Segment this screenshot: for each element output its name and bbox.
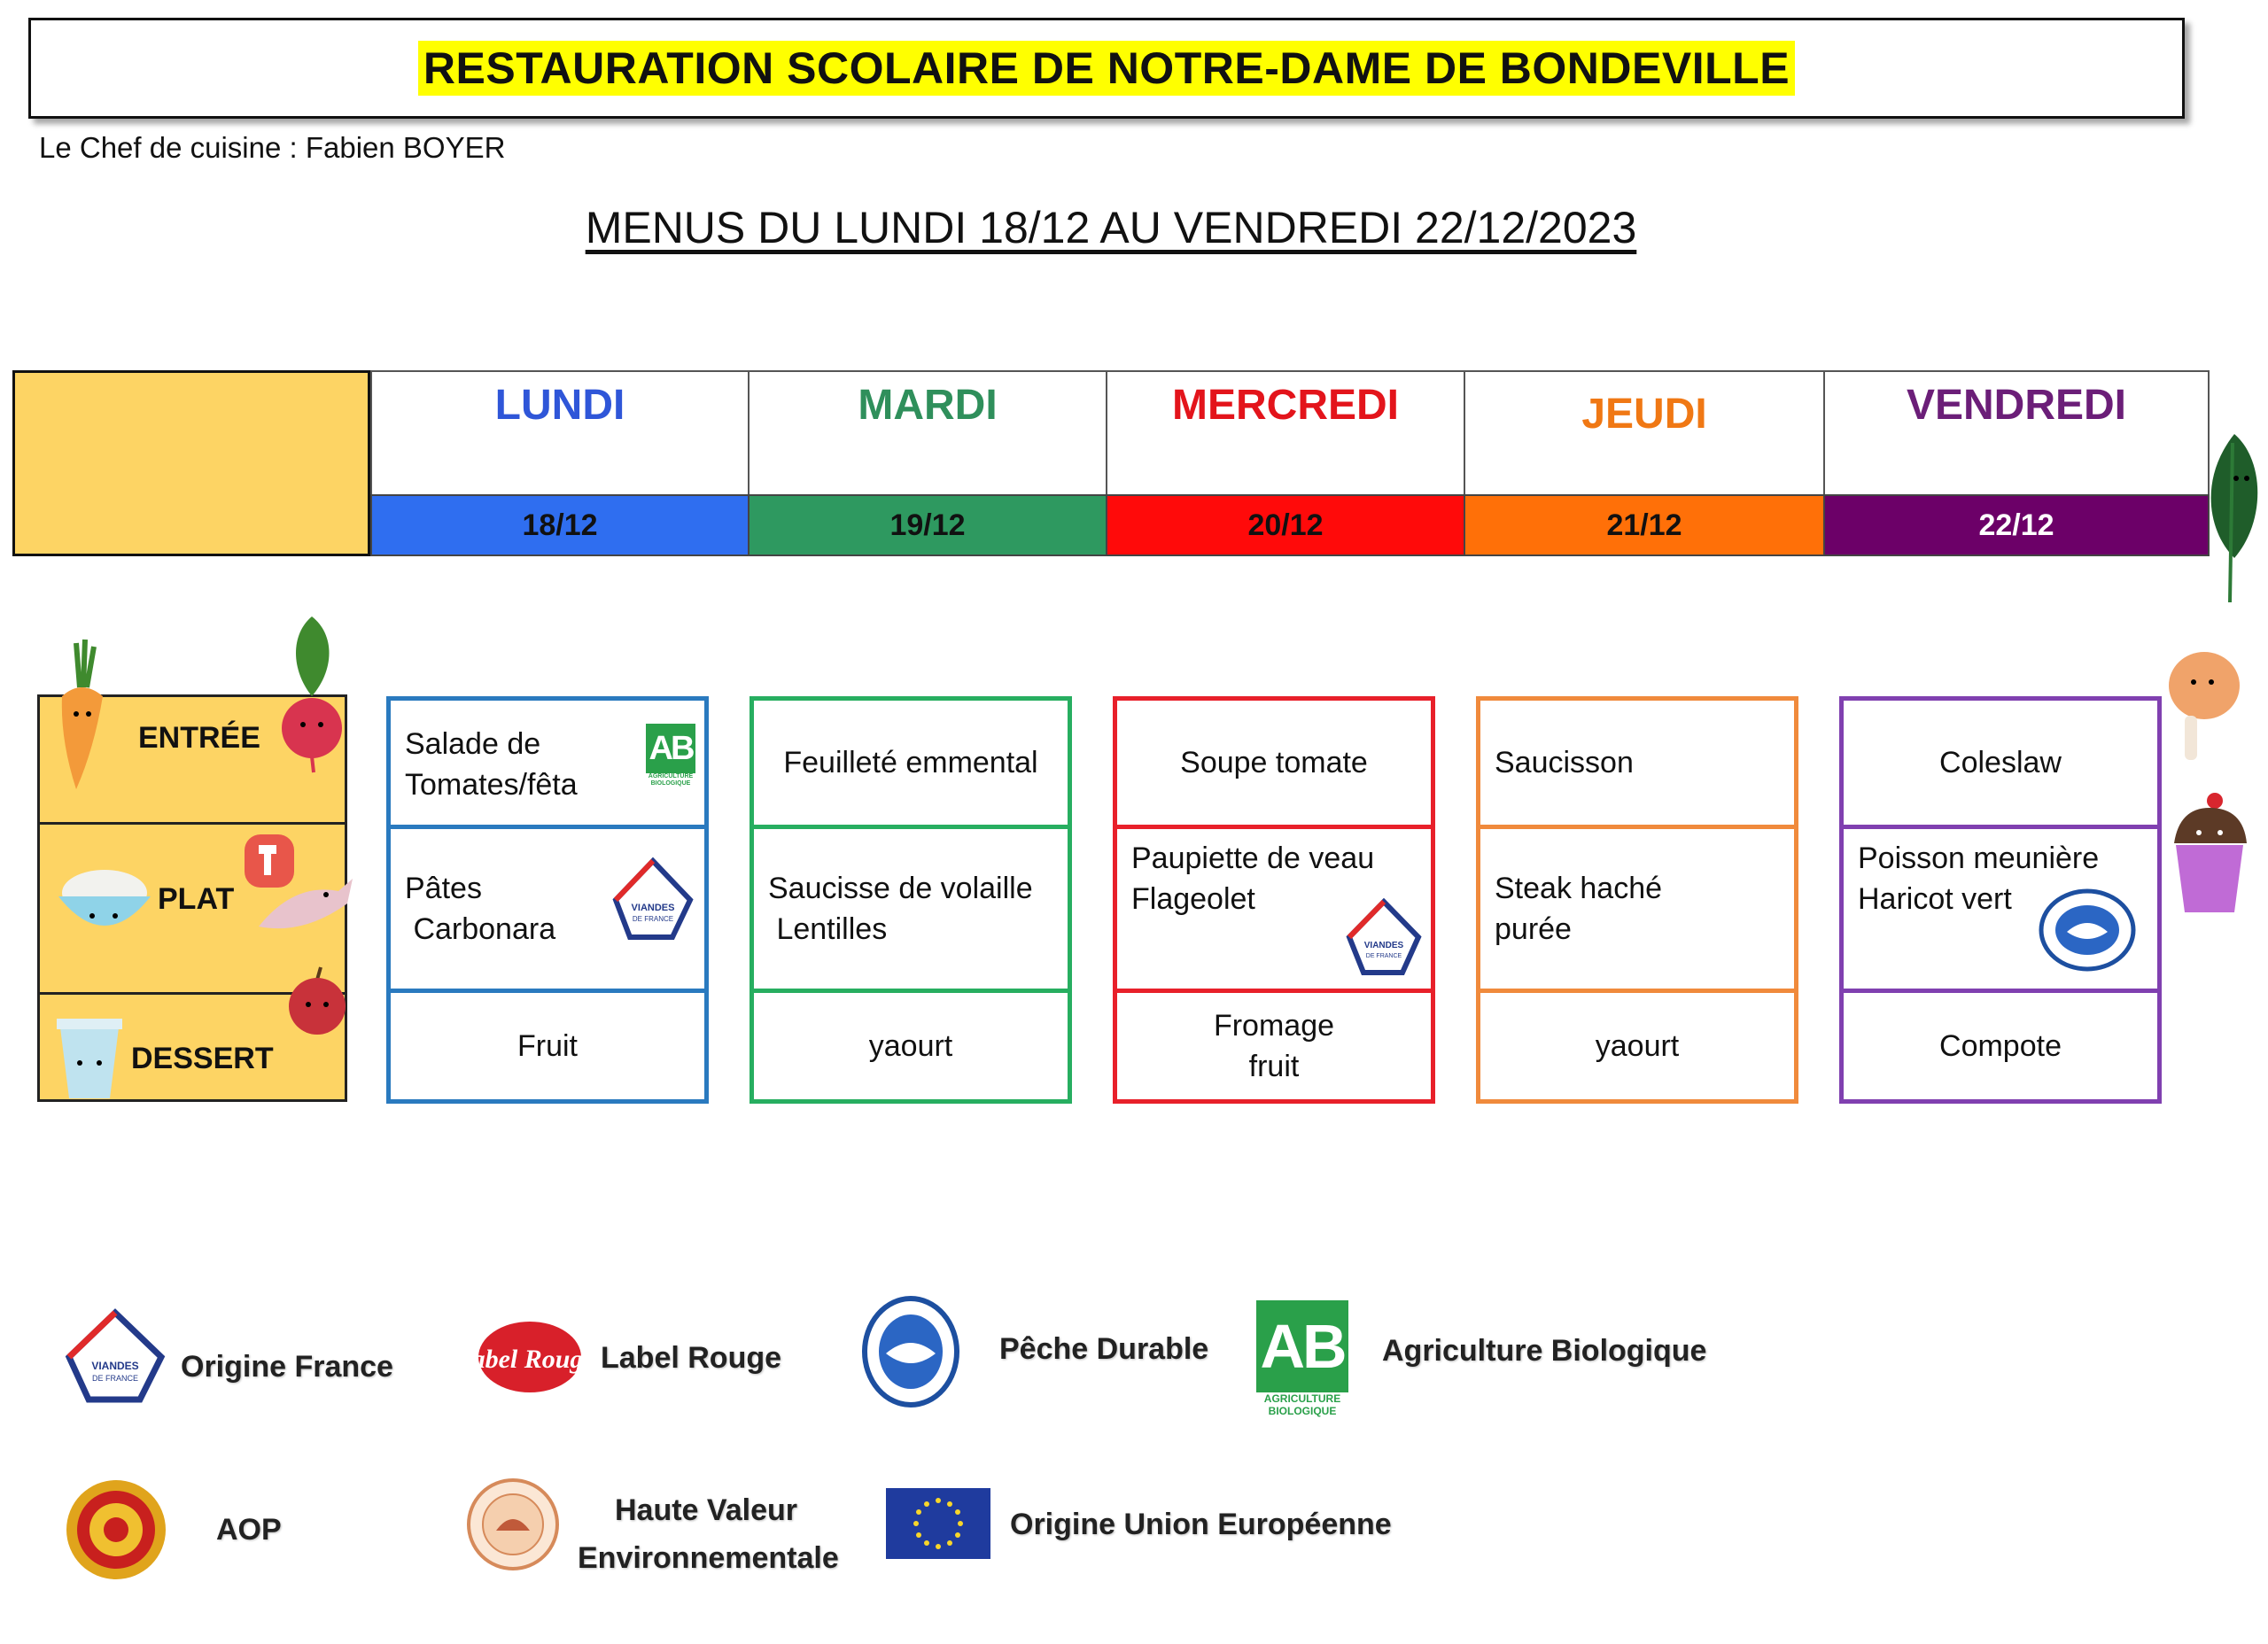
- category-plat: PLAT: [158, 882, 235, 916]
- header-corner-cell: [12, 370, 370, 556]
- mercredi-plat: [1117, 829, 1431, 989]
- mercredi-plat-line: Flageolet: [1131, 882, 1255, 916]
- vendredi-entree: Coleslaw: [1939, 746, 2062, 779]
- legend-hve-line2: Environnementale: [578, 1541, 839, 1575]
- label-rouge-icon: [464, 1314, 595, 1400]
- svg-text:VIANDES: VIANDES: [631, 903, 675, 913]
- lundi-plat-line: Carbonara: [405, 912, 556, 946]
- jeudi-dessert: yaourt: [1595, 1029, 1680, 1063]
- jeudi-entree: Saucisson: [1495, 746, 1634, 779]
- radish-icon: [273, 616, 353, 774]
- meat-fish-icon: [241, 829, 356, 944]
- day-name-jeudi: JEUDI: [1581, 391, 1707, 438]
- legend-label-rouge: Label Rouge: [601, 1341, 782, 1375]
- category-dessert: DESSERT: [131, 1042, 274, 1075]
- mardi-entree: Feuilleté emmental: [783, 746, 1038, 779]
- title-banner: [28, 18, 2185, 119]
- category-entree: ENTRÉE: [138, 721, 260, 755]
- carrot-icon: [50, 634, 113, 794]
- svg-text:label Rouge: label Rouge: [464, 1345, 595, 1374]
- ab-bio-icon: AB AGRICULTURE BIOLOGIQUE: [637, 724, 704, 787]
- mardi-plat-line: Saucisse de volaille: [768, 872, 1033, 905]
- lundi-plat-line: Pâtes: [405, 872, 482, 905]
- day-header-vendredi: [1823, 370, 2210, 494]
- legend-origine-france: Origine France: [181, 1350, 393, 1384]
- lundi-entree-line: Salade de: [405, 727, 541, 761]
- legend-aop: AOP: [216, 1513, 282, 1547]
- page-title: RESTAURATION SCOLAIRE DE NOTRE-DAME DE BONDEVILLE: [418, 41, 1795, 96]
- vendredi-plat: [1844, 829, 2157, 989]
- day-header-lundi: [370, 370, 748, 494]
- viandes-de-france-icon: [62, 1307, 168, 1407]
- chef-credit: Le Chef de cuisine : Fabien BOYER: [39, 131, 506, 164]
- svg-text:DE FRANCE: DE FRANCE: [1365, 953, 1402, 959]
- legend-peche-durable: Pêche Durable: [999, 1332, 1209, 1366]
- menu-card-jeudi: [1476, 696, 1798, 1104]
- date-mercredi: 20/12: [1106, 494, 1464, 556]
- day-name-mardi: MARDI: [858, 382, 998, 429]
- menu-week-title: MENUS DU LUNDI 18/12 AU VENDREDI 22/12/2023: [585, 203, 1637, 252]
- vendredi-plat-line: Haricot vert: [1858, 882, 2012, 916]
- mardi-plat-line: Lentilles: [768, 912, 888, 946]
- legend-origine-ue: Origine Union Européenne: [1010, 1508, 1392, 1541]
- mercredi-dessert-line: Fromage: [1213, 1009, 1335, 1043]
- peche-durable-icon: [861, 1295, 960, 1410]
- menu-card-lundi: [386, 696, 709, 1104]
- viandes-de-france-icon: [610, 856, 695, 941]
- lundi-entree-line: Tomates/fêta: [405, 768, 578, 802]
- menu-card-vendredi: [1839, 696, 2162, 1104]
- spinach-leaf-icon: [2181, 425, 2266, 611]
- hve-seal-icon: [464, 1476, 562, 1573]
- drumstick-icon: [2162, 647, 2241, 779]
- aop-seal-icon: [64, 1477, 168, 1582]
- legend-agriculture-bio: Agriculture Biologique: [1382, 1334, 1707, 1368]
- day-name-mercredi: MERCREDI: [1171, 382, 1399, 429]
- mercredi-dessert-line: fruit: [1248, 1050, 1300, 1083]
- vendredi-plat-line: Poisson meunière: [1858, 841, 2100, 875]
- day-header-mardi: [748, 370, 1106, 494]
- svg-text:DE FRANCE: DE FRANCE: [632, 915, 674, 923]
- mercredi-dessert: [1117, 993, 1431, 1099]
- date-mardi: 19/12: [748, 494, 1106, 556]
- menu-card-mercredi: [1113, 696, 1435, 1104]
- mercredi-entree: Soupe tomate: [1180, 746, 1368, 779]
- date-vendredi: 22/12: [1823, 494, 2210, 556]
- date-lundi: 18/12: [370, 494, 748, 556]
- lundi-entree: [391, 701, 704, 828]
- yogurt-icon: [55, 1001, 124, 1104]
- category-divider: [37, 822, 347, 825]
- svg-text:VIANDES: VIANDES: [1363, 941, 1404, 950]
- lundi-plat: [391, 829, 704, 989]
- peche-durable-icon: [2039, 888, 2136, 973]
- cupcake-icon: [2167, 788, 2252, 921]
- apple-icon: [282, 965, 353, 1036]
- rice-bowl-icon: [53, 857, 156, 942]
- mardi-dessert: yaourt: [868, 1029, 953, 1063]
- lundi-dessert: Fruit: [517, 1029, 578, 1063]
- jeudi-plat: [1480, 829, 1794, 989]
- mardi-plat: [754, 829, 1068, 989]
- date-jeudi: 21/12: [1464, 494, 1823, 556]
- vendredi-dessert: Compote: [1939, 1029, 2062, 1063]
- viandes-de-france-icon: [1344, 896, 1424, 976]
- svg-text:DE FRANCE: DE FRANCE: [91, 1374, 139, 1383]
- eu-flag-icon: [886, 1488, 990, 1559]
- day-name-lundi: LUNDI: [494, 382, 625, 429]
- ab-bio-icon: AB AGRICULTURE BIOLOGIQUE: [1256, 1300, 1348, 1417]
- legend-hve-line1: Haute Valeur: [615, 1493, 797, 1527]
- mercredi-plat-line: Paupiette de veau: [1131, 841, 1375, 875]
- jeudi-plat-line: purée: [1495, 912, 1572, 946]
- menu-card-mardi: [750, 696, 1072, 1104]
- jeudi-plat-line: Steak haché: [1495, 872, 1663, 905]
- day-header-jeudi: [1464, 370, 1823, 494]
- day-name-vendredi: VENDREDI: [1906, 382, 2127, 429]
- svg-text:VIANDES: VIANDES: [91, 1360, 139, 1372]
- day-header-mercredi: [1106, 370, 1464, 494]
